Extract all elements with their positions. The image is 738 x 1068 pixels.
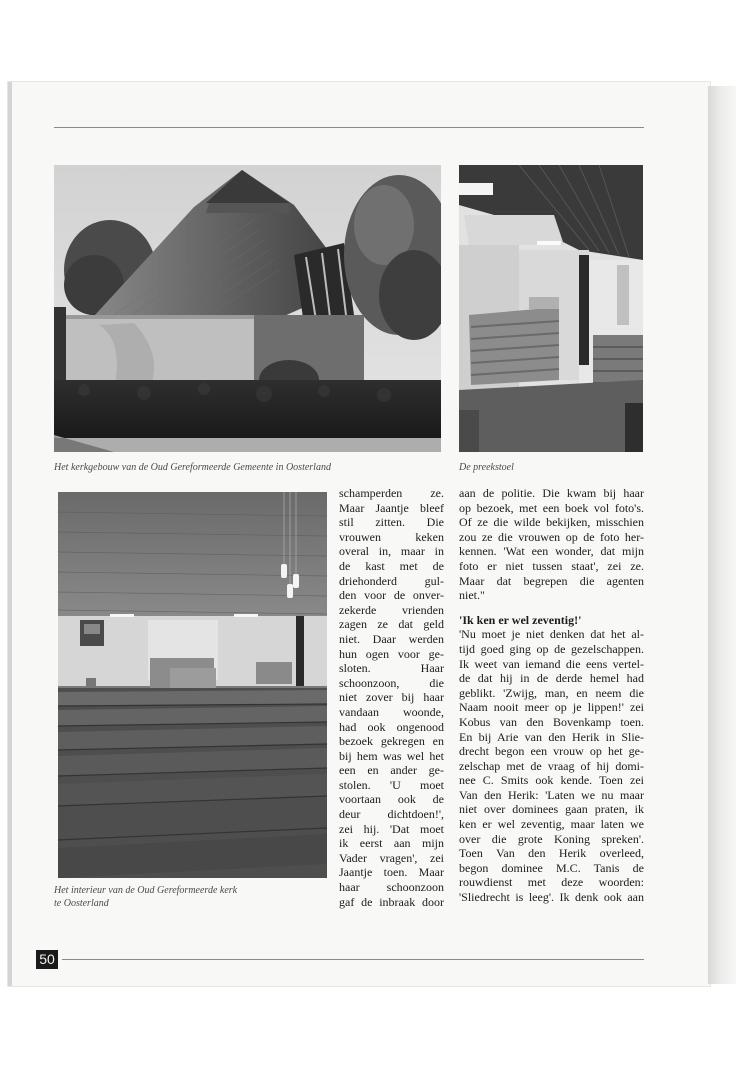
text-line: Kobus van den Bovenkamp toen. <box>459 714 644 729</box>
text-line: niet." <box>459 588 485 603</box>
interior-caption-line1: Het interieur van de Oud Gereformeerde kerk <box>54 885 238 896</box>
text-line: voortaan ook de <box>339 792 444 807</box>
text-line: had ook ongenood <box>339 719 444 734</box>
text-line: zekerde vrienden <box>339 602 444 617</box>
text-line: zou ze die vrouwen op de foto her- <box>459 529 644 544</box>
church-interior-photo <box>58 492 327 878</box>
text-line: geblikt. 'Zwijg, man, en neem die <box>459 685 644 700</box>
text-line: zagen ze dat geld <box>339 617 444 632</box>
text-line: niet zover bij haar <box>339 690 444 705</box>
text-line: de dat hij in de derde hemel had <box>459 671 644 686</box>
text-line: En bij Arie van den Herik in Slie- <box>459 729 644 744</box>
pulpit-photo <box>459 165 643 452</box>
text-line: over die grote Koning spreken'. <box>459 831 644 846</box>
text-line: tijd goed ging op de gezelschappen. <box>459 641 644 656</box>
pulpit-caption: De preekstoel <box>459 462 514 473</box>
text-line: vrouwen keken <box>339 529 444 544</box>
text-line: schamperden ze. <box>339 486 444 500</box>
footer-rule <box>62 959 644 960</box>
text-line: deur dichtdoen!', <box>339 807 444 822</box>
text-line: sloten. Haar <box>339 661 444 676</box>
text-line: stolen. 'U moet <box>339 777 444 792</box>
text-column-right <box>459 486 644 905</box>
text-column-middle <box>339 486 444 909</box>
text-line: Of ze die wilde bekijken, misschien <box>459 515 644 530</box>
text-line: begon dominee M.C. Tanis de <box>459 860 644 875</box>
text-line: 'Sliedrecht is leeg'. Ik denk ook aan <box>459 890 644 905</box>
text-line: niet over dominees gaan praten, ik <box>459 802 644 817</box>
text-line: Van den Herik: 'Laten we nu maar <box>459 787 644 802</box>
text-line: bezoek gekregen en <box>339 734 444 749</box>
text-line: hun ogen voor ge- <box>339 646 444 661</box>
text-line: zei hij. 'Dat moet <box>339 821 444 836</box>
text-line: kennen. 'Wat een wonder, dat mijn <box>459 544 644 559</box>
text-line: nee C. Smits ook kende. Toen zei <box>459 773 644 788</box>
interior-caption-line2: te Oosterland <box>54 898 109 909</box>
text-line: niet. Daar werden <box>339 631 444 646</box>
text-line: haar schoonzoon <box>339 880 444 895</box>
text-line: Jaantje toen. Maar <box>339 865 444 880</box>
text-line: aan de politie. Die kwam bij haar <box>459 486 644 500</box>
text-line: overal in, maar in <box>339 544 444 559</box>
church-exterior-photo <box>54 165 441 452</box>
text-line: ken er wel zeventig, maar laten we <box>459 817 644 832</box>
interior-caption <box>54 884 324 910</box>
text-line: drecht begon een vrouw op het ge- <box>459 744 644 759</box>
page-number: 50 <box>36 950 58 969</box>
text-line: ik eerst aan mijn <box>339 836 444 851</box>
text-line: bij hem was wel het <box>339 748 444 763</box>
text-line: Maar dat begrepen die agenten <box>459 573 644 588</box>
text-line: driehonderd gul- <box>339 573 444 588</box>
page-edge <box>8 82 12 986</box>
text-line: den voor de onver- <box>339 588 444 603</box>
text-line: zelschap met de vraag of hij domi- <box>459 758 644 773</box>
book-spine <box>708 86 736 984</box>
header-rule <box>54 127 644 128</box>
text-line: gaf de inbraak door <box>339 894 444 909</box>
text-line: 'Nu moet je niet denken dat het al- <box>459 627 644 642</box>
text-line: een en ander ge- <box>339 763 444 778</box>
text-line: schoonzoon, die <box>339 675 444 690</box>
text-line: foto er niet tussen staat', zei ze. <box>459 558 644 573</box>
exterior-caption: Het kerkgebouw van de Oud Gereformeerde Gemeente in Oosterland <box>54 462 331 473</box>
text-line: Ik weet van iemand die eens vertel- <box>459 656 644 671</box>
text-line: rouwdienst met deze woorden: <box>459 875 644 890</box>
text-line: de kast met de <box>339 558 444 573</box>
text-line: Maar Jaantje bleef <box>339 500 444 515</box>
text-line: Vader vragen', zei <box>339 850 444 865</box>
text-line: Naam nooit meer op je lippen!' zei <box>459 700 644 715</box>
text-line: vandaan woonde, <box>339 704 444 719</box>
text-line: op bezoek, met een boek vol foto's. <box>459 500 644 515</box>
text-line: Toen Van den Herik overleed, <box>459 846 644 861</box>
text-line: stil zitten. Die <box>339 515 444 530</box>
section-heading: 'Ik ken er wel zeventig!' <box>459 612 582 627</box>
